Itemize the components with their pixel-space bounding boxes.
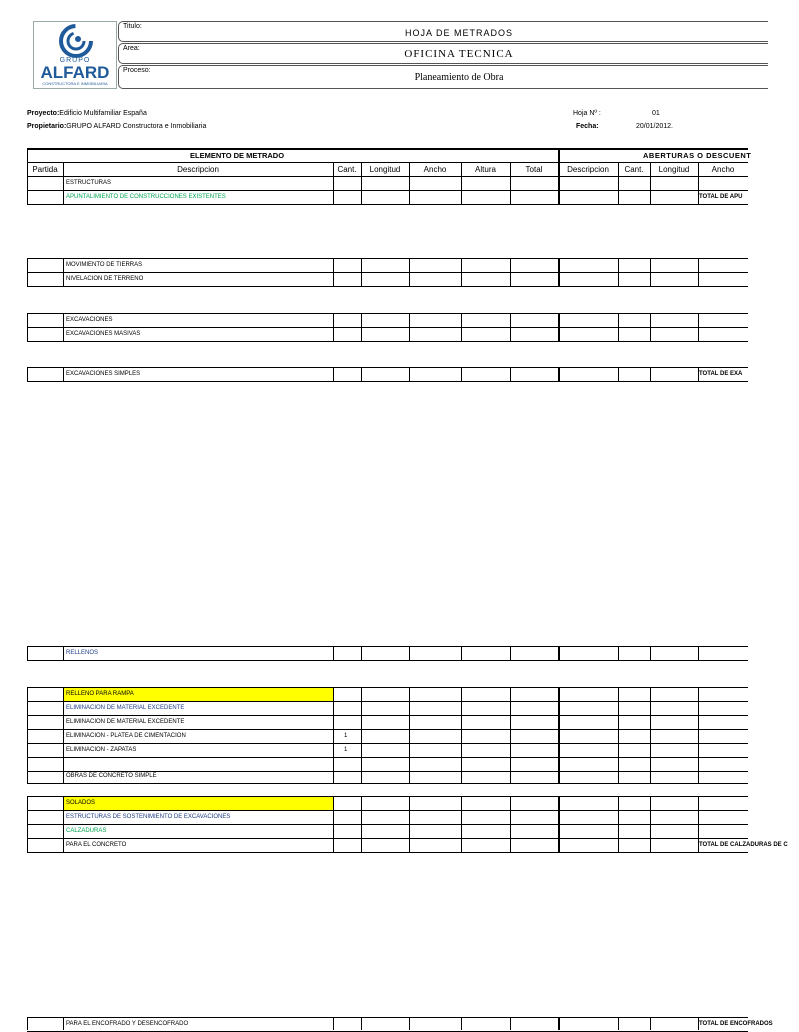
row-description: ELIMINACION - ZAPATAS xyxy=(66,747,137,753)
column-line xyxy=(63,176,64,204)
column-line xyxy=(27,367,28,381)
column-line xyxy=(333,687,334,783)
column-header-7: Descripcion xyxy=(567,165,609,174)
column-line xyxy=(333,313,334,341)
column-header-8: Cant. xyxy=(624,165,644,174)
column-line xyxy=(461,646,462,660)
column-header-10: Ancho xyxy=(711,165,735,174)
row-description: RELLENO PARA RAMPA xyxy=(66,691,134,697)
column-line xyxy=(618,258,619,286)
proceso-value: Planeamiento de Obra xyxy=(414,72,504,83)
row-total-label: TOTAL DE CALZADURAS DE C xyxy=(699,842,788,848)
column-line xyxy=(650,1017,651,1030)
column-line xyxy=(559,646,560,660)
column-line xyxy=(650,796,651,852)
group-header-elemento: ELEMENTO DE METRADO xyxy=(190,151,285,160)
column-line xyxy=(361,258,362,286)
column-line xyxy=(618,687,619,783)
column-line xyxy=(650,258,651,286)
column-line xyxy=(361,687,362,783)
row-border xyxy=(27,286,748,287)
row-border xyxy=(27,204,748,205)
column-line xyxy=(650,367,651,381)
column-line xyxy=(27,646,28,660)
proyecto-label: Proyecto: xyxy=(27,110,60,117)
column-line xyxy=(63,687,64,783)
row-border xyxy=(27,771,748,772)
row-description: EXCAVACIONES SIMPLES xyxy=(66,371,141,377)
row-description: ELIMINACION DE MATERIAL EXCEDENTE xyxy=(66,719,185,725)
column-line xyxy=(63,1017,64,1030)
row-border xyxy=(27,660,748,661)
column-line xyxy=(510,367,511,381)
column-line xyxy=(361,796,362,852)
column-line xyxy=(461,176,462,204)
column-line xyxy=(333,646,334,660)
column-line xyxy=(63,313,64,341)
propietario-label: Propietario: xyxy=(27,123,67,130)
logo-grupo-text: GRUPO xyxy=(59,57,91,64)
row-description: RELLENOS xyxy=(66,650,99,656)
row-description: CALZADURAS xyxy=(66,828,107,834)
column-line xyxy=(409,1017,410,1030)
column-line xyxy=(618,646,619,660)
row-border xyxy=(27,838,748,839)
row-cant: 1 xyxy=(344,747,348,753)
row-description: PARA EL CONCRETO xyxy=(66,842,127,848)
column-line xyxy=(698,646,699,660)
column-line xyxy=(559,687,560,783)
column-line xyxy=(27,687,28,783)
row-border xyxy=(27,824,748,825)
row-border xyxy=(27,381,748,382)
column-line xyxy=(618,1017,619,1030)
row-description: NIVELACION DE TERRENO xyxy=(66,276,144,282)
row-border xyxy=(27,646,748,647)
row-border xyxy=(27,743,748,744)
column-line xyxy=(510,1017,511,1030)
column-line xyxy=(27,313,28,341)
titulo-value: HOJA DE METRADOS xyxy=(404,28,513,38)
row-total-label: TOTAL DE ENCOFRADOS xyxy=(699,1021,773,1027)
column-line xyxy=(409,313,410,341)
column-line xyxy=(698,313,699,341)
area-value: OFICINA TECNICA xyxy=(404,48,514,60)
logo-name-text: ALFARD xyxy=(40,63,110,82)
column-header-5: Altura xyxy=(475,165,496,174)
row-cant: 1 xyxy=(344,733,348,739)
column-line xyxy=(63,646,64,660)
column-line xyxy=(27,176,28,204)
column-header-9: Longitud xyxy=(658,165,690,174)
row-border xyxy=(27,327,748,328)
column-line xyxy=(650,687,651,783)
column-line xyxy=(698,687,699,783)
row-description: ELIMINACION DE MATERIAL EXCEDENTE xyxy=(66,705,185,711)
row-border xyxy=(27,715,748,716)
column-line xyxy=(510,646,511,660)
column-line xyxy=(461,313,462,341)
row-description: EXCAVACIONES xyxy=(66,317,113,323)
row-border xyxy=(27,313,748,314)
area-label: Area: xyxy=(123,45,140,52)
column-line xyxy=(409,796,410,852)
row-description: ELIMINACION - PLATEA DE CIMENTACION xyxy=(66,733,186,739)
row-border xyxy=(27,757,748,758)
column-header-6: Total xyxy=(525,165,543,174)
column-line xyxy=(461,796,462,852)
column-header-0: Partida xyxy=(32,165,58,174)
column-line xyxy=(510,258,511,286)
column-line xyxy=(461,687,462,783)
row-border xyxy=(27,729,748,730)
column-line xyxy=(361,367,362,381)
proyecto-value: Edificio Multifamiliar España xyxy=(59,110,147,117)
column-header-3: Longitud xyxy=(369,165,401,174)
row-description: ESTRUCTURAS DE SOSTENIMIENTO DE EXCAVACIONES xyxy=(66,814,231,820)
column-line xyxy=(618,367,619,381)
propietario-value: GRUPO ALFARD Constructora e Inmobiliaria xyxy=(66,123,207,130)
hoja-value: 01 xyxy=(652,110,660,117)
row-border xyxy=(27,367,748,368)
group-header-aberturas: ABERTURAS O DESCUENT xyxy=(643,151,752,160)
column-line xyxy=(510,176,511,204)
column-line xyxy=(333,176,334,204)
column-line xyxy=(510,313,511,341)
row-border xyxy=(27,272,748,273)
row-border xyxy=(27,1017,748,1018)
column-line xyxy=(361,313,362,341)
proceso-label: Proceso: xyxy=(123,67,151,74)
column-line xyxy=(650,176,651,204)
column-line xyxy=(510,687,511,783)
column-line xyxy=(27,796,28,852)
table-top-border xyxy=(27,149,748,150)
column-header-2: Cant. xyxy=(337,165,357,174)
column-line xyxy=(559,313,560,341)
row-description: MOVIMIENTO DE TIERRAS xyxy=(66,262,143,268)
column-line xyxy=(650,313,651,341)
fecha-label: Fecha: xyxy=(576,123,599,130)
row-border xyxy=(27,852,748,853)
row-border xyxy=(27,176,748,177)
column-line xyxy=(409,258,410,286)
column-line xyxy=(409,687,410,783)
row-border xyxy=(27,701,748,702)
row-border xyxy=(27,258,748,259)
row-border xyxy=(27,783,748,784)
column-header-top xyxy=(27,162,748,163)
row-description: APUNTALIMIENTO DE CONSTRUCCIONES EXISTENTES xyxy=(66,194,226,200)
column-line xyxy=(618,176,619,204)
column-line xyxy=(461,367,462,381)
row-description: ESTRUCTURAS xyxy=(66,180,112,186)
row-total-label: TOTAL DE APU xyxy=(699,194,743,200)
column-line xyxy=(409,176,410,204)
column-line xyxy=(63,367,64,381)
column-line xyxy=(361,646,362,660)
column-line xyxy=(361,1017,362,1030)
column-line xyxy=(333,796,334,852)
column-line xyxy=(559,258,560,286)
column-line xyxy=(618,313,619,341)
row-border xyxy=(27,810,748,811)
column-line xyxy=(618,796,619,852)
row-description: OBRAS DE CONCRETO SIMPLE xyxy=(66,773,157,779)
row-border xyxy=(27,341,748,342)
column-line xyxy=(27,258,28,286)
fecha-value: 20/01/2012. xyxy=(636,123,673,130)
hoja-label: Hoja Nº : xyxy=(573,110,601,117)
column-header-4: Ancho xyxy=(423,165,447,174)
column-line xyxy=(559,367,560,381)
row-description: PARA EL ENCOFRADO Y DESENCOFRADO xyxy=(66,1021,189,1027)
row-description: SOLADOS xyxy=(66,800,96,806)
row-border xyxy=(27,190,748,191)
titulo-label: Titulo: xyxy=(123,23,142,30)
column-header-1: Descripcion xyxy=(177,165,219,174)
column-line xyxy=(63,258,64,286)
highlight-cell xyxy=(64,797,333,810)
column-line xyxy=(650,646,651,660)
column-line xyxy=(333,258,334,286)
column-line xyxy=(461,258,462,286)
column-line xyxy=(27,1017,28,1030)
column-line xyxy=(559,176,560,204)
column-line xyxy=(409,367,410,381)
column-line xyxy=(361,176,362,204)
column-line xyxy=(510,796,511,852)
column-line xyxy=(559,1017,560,1030)
column-line xyxy=(461,1017,462,1030)
column-line xyxy=(333,367,334,381)
row-description: EXCAVACIONES MASIVAS xyxy=(66,331,141,337)
logo-sub-text: CONSTRUCTORA E INMOBILIARIA xyxy=(42,81,108,86)
column-line xyxy=(333,1017,334,1030)
row-total-label: TOTAL DE EXA xyxy=(699,371,743,377)
column-line xyxy=(559,796,560,852)
column-line xyxy=(698,258,699,286)
column-line xyxy=(409,646,410,660)
